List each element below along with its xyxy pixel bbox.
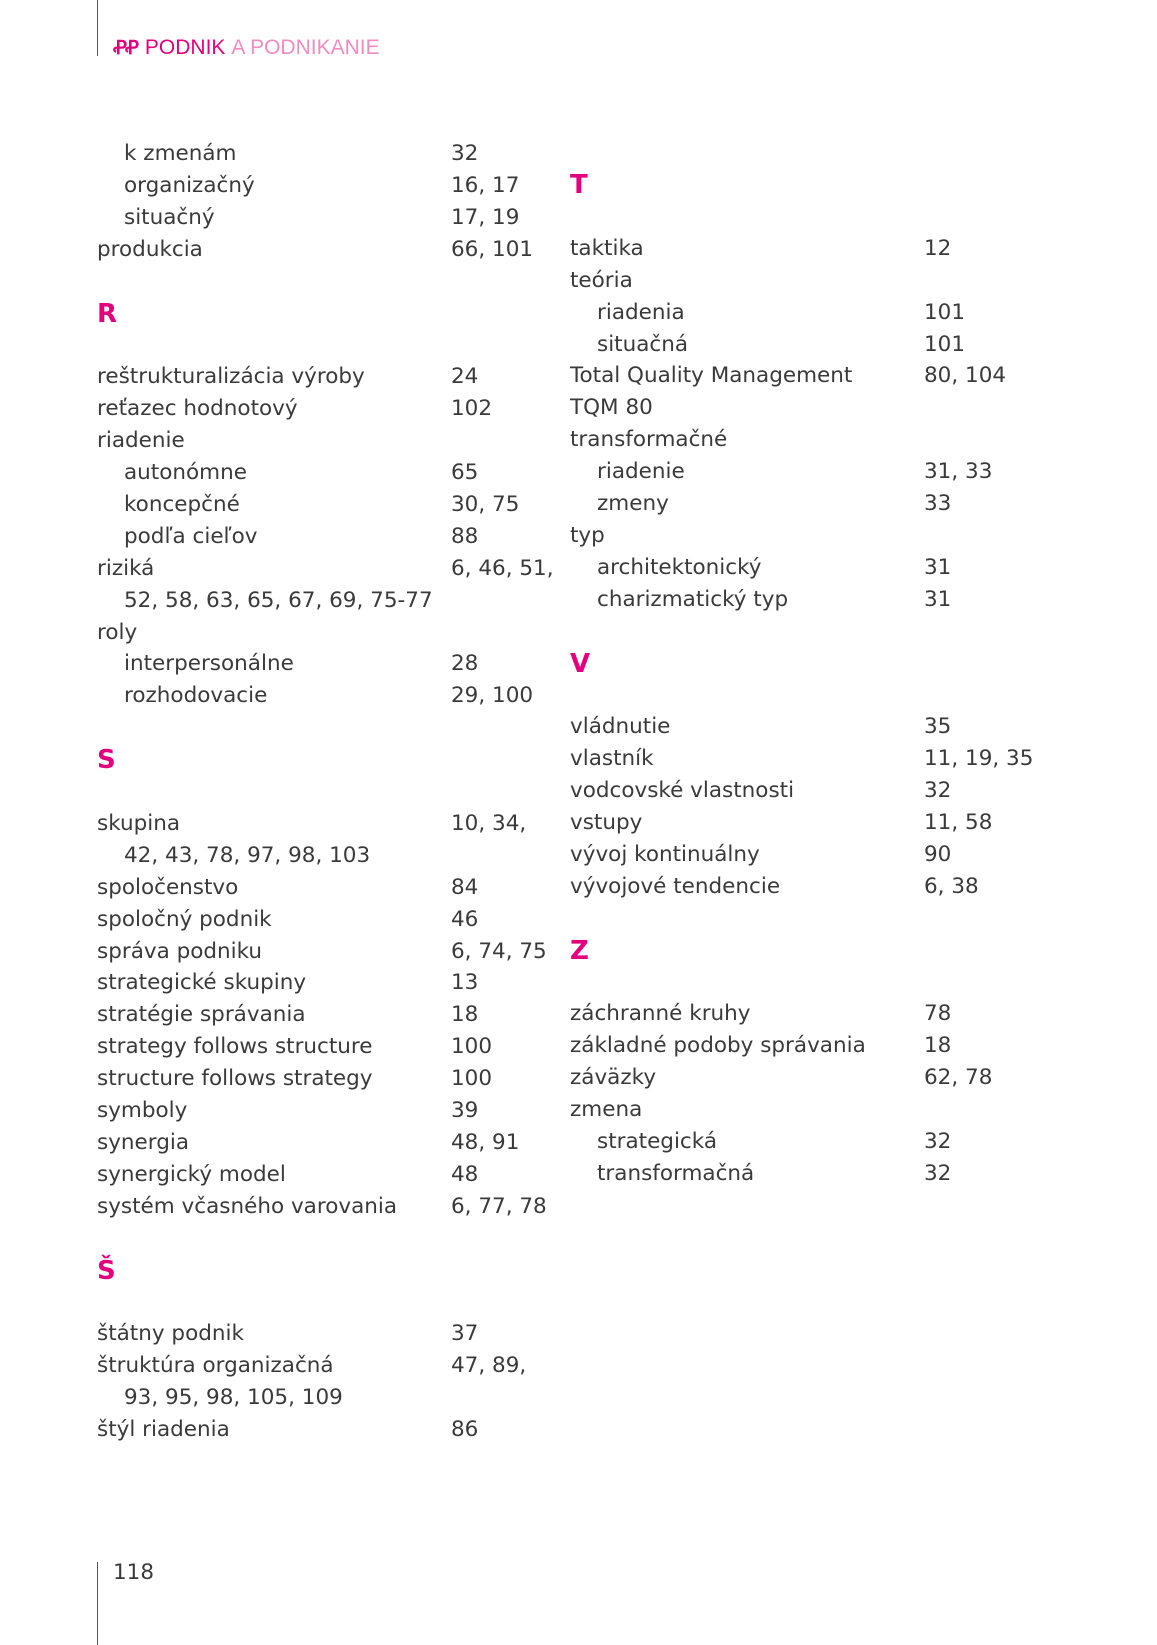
index-term: 42, 43, 78, 97, 98, 103	[124, 842, 371, 868]
index-letter-heading: T	[570, 170, 588, 200]
index-entry	[570, 391, 1010, 425]
index-entry	[97, 392, 537, 426]
index-page-refs: 12	[924, 235, 952, 261]
index-entry	[570, 423, 1010, 457]
index-term: riadenia	[597, 299, 685, 325]
index-term: riadenie	[97, 428, 185, 454]
index-letter-heading: Z	[570, 935, 589, 966]
index-term: vlastník	[570, 746, 654, 772]
index-entry	[97, 1349, 537, 1383]
index-term: rozhodovacie	[124, 683, 268, 709]
index-term: záchranné kruhy	[570, 1001, 751, 1027]
index-entry	[570, 997, 1010, 1031]
index-entry	[97, 616, 537, 650]
index-entry	[570, 519, 1010, 553]
index-term: structure follows strategy	[97, 1066, 373, 1092]
index-entry	[97, 966, 537, 1000]
index-entry	[97, 1158, 537, 1192]
index-term: vstupy	[570, 810, 643, 835]
index-entry	[97, 552, 554, 586]
index-entry	[570, 1029, 1010, 1063]
index-page-refs: 84	[451, 874, 479, 900]
index-page-refs: 65	[451, 460, 479, 485]
index-term: strategické skupiny	[97, 970, 307, 996]
index-page-refs: 31	[924, 554, 952, 580]
margin-rule-top	[97, 0, 98, 56]
index-entry	[97, 1190, 547, 1224]
index-term: produkcia	[97, 236, 203, 262]
index-entry	[97, 903, 537, 937]
index-page-refs: 6, 46, 51,	[451, 555, 554, 581]
index-subentry	[97, 839, 537, 873]
index-page-refs: 6, 74, 75	[451, 938, 547, 964]
index-term: TQM 80	[570, 395, 653, 421]
index-page-refs: 47, 89,	[451, 1353, 527, 1379]
index-subentry	[570, 455, 1010, 489]
index-letter-heading: S	[97, 745, 116, 776]
header-subtitle: A PODNIKANIE	[231, 36, 380, 59]
index-term: štýl riadenia	[97, 1417, 230, 1442]
index-term: situačný	[124, 204, 215, 230]
index-page-refs: 100	[451, 1066, 493, 1092]
index-term: synergický model	[97, 1161, 286, 1187]
index-term: vývojové tendencie	[570, 873, 781, 899]
index-entry	[97, 807, 537, 841]
index-entry	[97, 1030, 537, 1064]
index-page-refs: 32	[924, 778, 952, 804]
index-term: zmeny	[597, 491, 669, 516]
index-page-refs: 48, 91	[451, 1129, 520, 1155]
index-term: architektonický	[597, 554, 762, 580]
index-page-refs: 100	[451, 1034, 493, 1060]
index-term: vývoj kontinuálny	[570, 841, 760, 867]
index-entry	[97, 1126, 537, 1160]
index-entry	[97, 233, 537, 267]
index-term: k zmenám	[124, 141, 237, 166]
index-entry	[570, 1061, 1010, 1095]
index-term: strategy follows structure	[97, 1034, 373, 1060]
index-page-refs: 80, 104	[924, 363, 1007, 389]
index-page-refs: 86	[451, 1417, 479, 1442]
index-entry	[97, 424, 537, 458]
index-term: transformačná	[597, 1160, 755, 1186]
index-subentry	[570, 1125, 1010, 1159]
index-subentry	[97, 647, 537, 681]
index-page-refs: 17, 19	[451, 204, 520, 230]
index-page-refs: 66, 101	[451, 236, 534, 262]
index-term: interpersonálne	[124, 651, 294, 677]
index-page-refs: 31	[924, 586, 952, 612]
index-entry	[97, 360, 537, 394]
index-subentry	[570, 296, 1010, 330]
index-subentry	[97, 169, 537, 203]
index-page-refs: 32	[924, 1129, 952, 1154]
index-letter-heading: Š	[97, 1255, 116, 1286]
index-subentry	[570, 487, 1010, 521]
index-term: synergia	[97, 1129, 190, 1155]
index-page-refs: 6, 38	[924, 873, 979, 899]
index-term: transformačné	[570, 427, 728, 453]
index-term: reštrukturalizácia výroby	[97, 364, 365, 390]
index-page-refs: 88	[451, 523, 479, 549]
index-page-refs: 31, 33	[924, 459, 993, 485]
index-subentry	[97, 456, 537, 490]
index-entry	[570, 870, 1010, 904]
index-term: autonómne	[124, 460, 247, 485]
index-entry	[97, 1413, 537, 1447]
index-entry	[570, 806, 1010, 840]
index-term: záväzky	[570, 1065, 657, 1091]
index-page-refs: 29, 100	[451, 683, 534, 709]
index-term: roly	[97, 619, 138, 645]
index-page-refs: 78	[924, 1001, 952, 1027]
index-subentry	[570, 551, 1010, 585]
index-page-refs: 18	[451, 1002, 479, 1028]
index-term: vládnutie	[570, 714, 671, 740]
index-page-refs: 6, 77, 78	[451, 1193, 547, 1219]
index-page-refs: 11, 19, 35	[924, 746, 1034, 772]
index-page-refs: 35	[924, 714, 952, 740]
index-page-refs: 18	[924, 1033, 952, 1059]
index-term: strategická	[597, 1129, 717, 1154]
index-page-refs: 13	[451, 970, 479, 996]
index-term: základné podoby správania	[570, 1033, 866, 1059]
index-entry	[97, 1062, 537, 1096]
publisher-logo: ꝒꝒ	[113, 37, 137, 59]
index-subentry	[97, 679, 537, 713]
index-page-refs: 33	[924, 491, 952, 516]
index-term: skupina	[97, 810, 181, 836]
index-term: typ	[570, 522, 605, 548]
index-subentry	[97, 488, 537, 522]
index-subentry	[97, 1381, 537, 1415]
index-term: 52, 58, 63, 65, 67, 69, 75-77	[124, 587, 433, 613]
index-page-refs: 46	[451, 906, 479, 932]
margin-rule-bottom	[97, 1562, 98, 1645]
index-page-refs: 28	[451, 651, 479, 677]
index-page-refs: 10, 34,	[451, 810, 527, 836]
index-entry	[570, 710, 1010, 744]
index-term: zmena	[570, 1097, 643, 1123]
index-entry	[570, 232, 1010, 266]
header-title: PODNIK	[144, 36, 226, 59]
index-page-refs: 32	[451, 141, 479, 166]
index-term: situačná	[597, 331, 689, 357]
index-entry	[97, 998, 537, 1032]
index-term: teória	[570, 267, 633, 293]
index-term: spoločenstvo	[97, 874, 239, 900]
index-term: organizačný	[124, 172, 255, 198]
index-term: štátny podnik	[97, 1321, 244, 1347]
index-page-refs: 16, 17	[451, 172, 520, 198]
index-page-refs: 32	[924, 1160, 952, 1186]
index-entry	[570, 1093, 1010, 1127]
index-term: 93, 95, 98, 105, 109	[124, 1385, 343, 1411]
index-term: riadenie	[597, 459, 685, 485]
index-page-refs: 24	[451, 364, 479, 390]
index-term: systém včasného varovania	[97, 1193, 398, 1219]
index-subentry	[570, 328, 1010, 362]
index-page-refs: 102	[451, 396, 493, 422]
index-subentry	[97, 584, 537, 618]
index-term: charizmatický typ	[597, 586, 789, 612]
index-term: taktika	[570, 235, 644, 261]
index-page-refs: 62, 78	[924, 1065, 993, 1091]
index-term: stratégie správania	[97, 1002, 306, 1028]
index-entry	[97, 1317, 537, 1351]
index-letter-heading: V	[570, 648, 591, 679]
index-term: vodcovské vlastnosti	[570, 778, 795, 804]
index-term: spoločný podnik	[97, 906, 272, 932]
index-subentry	[97, 137, 537, 171]
index-page-refs: 101	[924, 331, 966, 357]
index-entry	[97, 871, 537, 905]
index-term: podľa cieľov	[124, 523, 258, 549]
index-term: správa podniku	[97, 938, 263, 964]
index-subentry	[570, 1157, 1010, 1191]
index-term: symboly	[97, 1098, 188, 1123]
running-header	[113, 36, 380, 60]
index-subentry	[97, 201, 537, 235]
index-page-refs: 30, 75	[451, 491, 520, 517]
index-term: štruktúra organizačná	[97, 1353, 334, 1379]
index-entry	[570, 359, 1010, 393]
index-entry	[570, 774, 1010, 808]
index-page-refs: 11, 58	[924, 810, 993, 835]
index-entry	[570, 838, 1010, 872]
index-term: koncepčné	[124, 491, 240, 517]
index-page-refs: 101	[924, 299, 966, 325]
index-term: riziká	[97, 555, 155, 581]
index-page-refs: 90	[924, 841, 952, 867]
index-letter-heading: R	[97, 298, 118, 329]
index-subentry	[570, 583, 1010, 617]
index-term: Total Quality Management	[570, 363, 853, 389]
index-entry	[570, 742, 1034, 776]
page-number: 118	[113, 1560, 155, 1585]
index-page-refs: 39	[451, 1098, 479, 1123]
index-entry	[570, 264, 1010, 298]
index-subentry	[97, 520, 537, 554]
index-entry	[97, 1094, 537, 1128]
index-page-refs: 48	[451, 1161, 479, 1187]
index-page-refs: 37	[451, 1321, 479, 1347]
index-term: reťazec hodnotový	[97, 396, 298, 422]
index-entry	[97, 935, 547, 969]
